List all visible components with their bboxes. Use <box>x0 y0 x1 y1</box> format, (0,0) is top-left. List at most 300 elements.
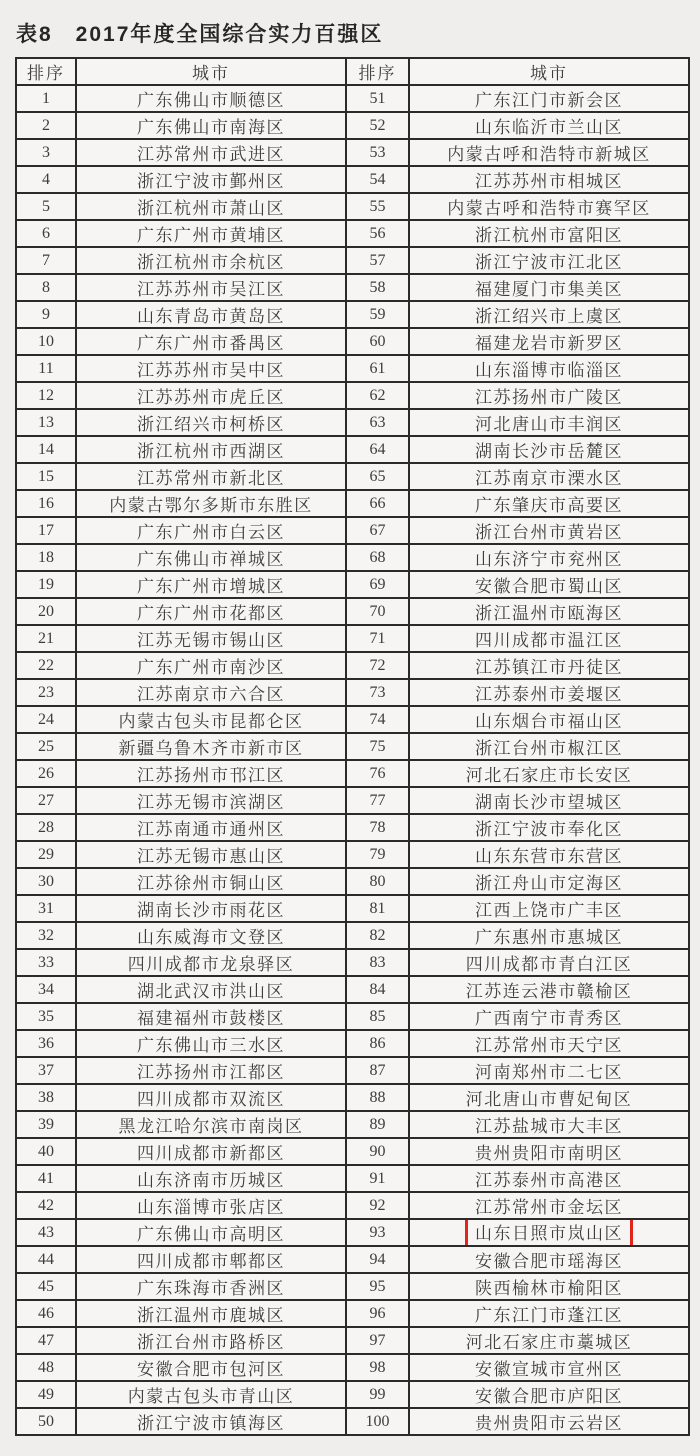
rank-cell: 49 <box>16 1381 76 1408</box>
city-label: 广东广州市南沙区 <box>137 658 285 677</box>
rank-cell: 89 <box>346 1111 409 1138</box>
city-cell <box>409 274 689 301</box>
city-label: 四川成都市郫都区 <box>137 1252 285 1271</box>
city-cell <box>76 1165 346 1192</box>
city-label: 四川成都市龙泉驿区 <box>127 955 295 974</box>
city-cell <box>409 436 689 463</box>
rank-cell: 30 <box>16 868 76 895</box>
rank-cell: 48 <box>16 1354 76 1381</box>
city-cell <box>409 355 689 382</box>
city-label: 浙江台州市黄岩区 <box>475 523 623 542</box>
city-label: 江苏连云港市赣榆区 <box>465 982 633 1001</box>
city-label: 湖北武汉市洪山区 <box>137 982 285 1001</box>
city-cell <box>409 1354 689 1381</box>
table-row <box>16 220 689 247</box>
city-cell <box>76 841 346 868</box>
table-row <box>16 544 689 571</box>
city-cell <box>76 976 346 1003</box>
rank-cell: 97 <box>346 1327 409 1354</box>
table-row <box>16 706 689 733</box>
table-row <box>16 625 689 652</box>
rank-cell: 20 <box>16 598 76 625</box>
rank-cell: 85 <box>346 1003 409 1030</box>
table-row <box>16 598 689 625</box>
rank-cell: 69 <box>346 571 409 598</box>
city-label: 安徽合肥市蜀山区 <box>475 577 623 596</box>
city-label: 浙江杭州市西湖区 <box>137 442 285 461</box>
rank-cell: 18 <box>16 544 76 571</box>
rank-cell: 13 <box>16 409 76 436</box>
city-cell <box>76 274 346 301</box>
city-cell <box>409 463 689 490</box>
city-cell <box>409 382 689 409</box>
city-cell <box>409 1192 689 1219</box>
city-label: 内蒙古包头市青山区 <box>127 1387 295 1406</box>
table-row <box>16 463 689 490</box>
rank-cell: 72 <box>346 652 409 679</box>
city-cell <box>409 139 689 166</box>
city-cell <box>76 760 346 787</box>
city-label: 浙江宁波市奉化区 <box>475 820 623 839</box>
rank-cell: 17 <box>16 517 76 544</box>
header-rank-left: 排序 <box>16 58 76 85</box>
city-label: 福建龙岩市新罗区 <box>475 334 623 353</box>
rank-cell: 63 <box>346 409 409 436</box>
city-cell <box>76 733 346 760</box>
city-label: 福建福州市鼓楼区 <box>137 1009 285 1028</box>
city-label: 广东广州市花都区 <box>137 604 285 623</box>
rank-cell: 42 <box>16 1192 76 1219</box>
city-cell <box>76 382 346 409</box>
city-cell <box>76 1408 346 1435</box>
rank-cell: 56 <box>346 220 409 247</box>
city-cell <box>76 85 346 112</box>
city-cell <box>76 1111 346 1138</box>
city-cell <box>409 976 689 1003</box>
city-cell <box>76 1003 346 1030</box>
city-cell <box>409 706 689 733</box>
city-cell <box>76 220 346 247</box>
city-cell <box>409 1408 689 1435</box>
rank-cell: 46 <box>16 1300 76 1327</box>
city-label: 内蒙古鄂尔多斯市东胜区 <box>109 496 313 515</box>
city-label: 江苏南通市通州区 <box>137 820 285 839</box>
city-label: 浙江绍兴市上虞区 <box>475 307 623 326</box>
city-cell <box>76 355 346 382</box>
rank-cell: 7 <box>16 247 76 274</box>
rank-cell: 31 <box>16 895 76 922</box>
city-cell <box>76 1327 346 1354</box>
table-row <box>16 1408 689 1435</box>
city-label: 安徽宣城市宣州区 <box>475 1360 623 1379</box>
city-cell <box>76 436 346 463</box>
city-cell <box>409 1138 689 1165</box>
table-row <box>16 1273 689 1300</box>
rank-cell: 80 <box>346 868 409 895</box>
rank-cell: 1 <box>16 85 76 112</box>
city-cell <box>409 544 689 571</box>
rank-cell: 73 <box>346 679 409 706</box>
city-cell <box>409 85 689 112</box>
table-row <box>16 976 689 1003</box>
rank-cell: 3 <box>16 139 76 166</box>
city-label: 湖南长沙市雨花区 <box>137 901 285 920</box>
city-cell <box>409 1003 689 1030</box>
city-label: 贵州贵阳市南明区 <box>475 1144 623 1163</box>
city-label: 福建厦门市集美区 <box>475 280 623 299</box>
city-cell <box>76 1273 346 1300</box>
rank-cell: 21 <box>16 625 76 652</box>
city-label: 广东佛山市禅城区 <box>137 550 285 569</box>
city-label: 江苏盐城市大丰区 <box>475 1117 623 1136</box>
table-row <box>16 868 689 895</box>
table-row <box>16 409 689 436</box>
table-row <box>16 1030 689 1057</box>
city-cell <box>76 598 346 625</box>
rank-cell: 11 <box>16 355 76 382</box>
rank-cell: 65 <box>346 463 409 490</box>
city-label: 广东广州市增城区 <box>137 577 285 596</box>
city-label: 广东佛山市三水区 <box>137 1036 285 1055</box>
rank-cell: 29 <box>16 841 76 868</box>
table-row <box>16 1354 689 1381</box>
city-label: 山东青岛市黄岛区 <box>137 307 285 326</box>
table-row <box>16 1300 689 1327</box>
table-row <box>16 652 689 679</box>
city-label: 山东威海市文登区 <box>137 928 285 947</box>
city-cell <box>409 247 689 274</box>
city-label: 四川成都市温江区 <box>475 631 623 650</box>
rank-cell: 53 <box>346 139 409 166</box>
table-row <box>16 1138 689 1165</box>
city-label: 河北石家庄市藁城区 <box>465 1333 633 1352</box>
city-cell <box>409 220 689 247</box>
rank-cell: 50 <box>16 1408 76 1435</box>
rank-cell: 36 <box>16 1030 76 1057</box>
rank-cell: 19 <box>16 571 76 598</box>
city-cell <box>76 247 346 274</box>
city-cell <box>409 760 689 787</box>
table-row <box>16 1381 689 1408</box>
city-label: 江苏无锡市惠山区 <box>137 847 285 866</box>
city-label: 广东佛山市南海区 <box>137 118 285 137</box>
city-label: 江苏苏州市相城区 <box>475 172 623 191</box>
rank-cell: 94 <box>346 1246 409 1273</box>
city-label: 江苏扬州市邗江区 <box>137 766 285 785</box>
city-cell <box>409 1111 689 1138</box>
city-label: 黑龙江哈尔滨市南岗区 <box>118 1117 304 1136</box>
rank-cell: 54 <box>346 166 409 193</box>
rank-cell: 10 <box>16 328 76 355</box>
city-label: 广东广州市黄埔区 <box>137 226 285 245</box>
rank-cell: 37 <box>16 1057 76 1084</box>
city-cell <box>409 1246 689 1273</box>
city-cell <box>76 193 346 220</box>
city-label: 江苏南京市溧水区 <box>475 469 623 488</box>
city-cell <box>409 1165 689 1192</box>
rank-cell: 92 <box>346 1192 409 1219</box>
city-cell <box>409 949 689 976</box>
rank-cell: 59 <box>346 301 409 328</box>
rank-cell: 58 <box>346 274 409 301</box>
header-city-right: 城市 <box>409 58 689 85</box>
city-cell <box>76 112 346 139</box>
city-cell <box>76 166 346 193</box>
rank-cell: 95 <box>346 1273 409 1300</box>
rank-cell: 23 <box>16 679 76 706</box>
city-label: 安徽合肥市包河区 <box>137 1360 285 1379</box>
top100-districts-table <box>15 57 690 1436</box>
table-row <box>16 1057 689 1084</box>
city-cell <box>76 1138 346 1165</box>
city-label: 浙江宁波市鄞州区 <box>137 172 285 191</box>
city-cell <box>76 544 346 571</box>
table-row <box>16 382 689 409</box>
rank-cell: 64 <box>346 436 409 463</box>
table-row <box>16 247 689 274</box>
city-cell <box>409 841 689 868</box>
city-cell <box>76 490 346 517</box>
rank-cell: 14 <box>16 436 76 463</box>
header-rank-right: 排序 <box>346 58 409 85</box>
city-label: 江西上饶市广丰区 <box>475 901 623 920</box>
city-label: 山东东营市东营区 <box>475 847 623 866</box>
table-row <box>16 1111 689 1138</box>
city-label: 浙江宁波市江北区 <box>475 253 623 272</box>
city-cell <box>409 625 689 652</box>
city-cell <box>76 409 346 436</box>
city-cell <box>409 490 689 517</box>
table-body <box>16 85 689 1435</box>
city-label: 江苏泰州市姜堰区 <box>475 685 623 704</box>
city-label: 河北石家庄市长安区 <box>465 766 633 785</box>
table-row <box>16 112 689 139</box>
city-label: 河北唐山市曹妃甸区 <box>465 1090 633 1109</box>
city-label: 河北唐山市丰润区 <box>475 415 623 434</box>
table-row <box>16 814 689 841</box>
table-row <box>16 139 689 166</box>
city-label: 广东江门市蓬江区 <box>475 1306 623 1325</box>
table-row <box>16 922 689 949</box>
city-cell <box>409 409 689 436</box>
rank-cell: 47 <box>16 1327 76 1354</box>
city-cell <box>76 895 346 922</box>
rank-cell: 43 <box>16 1219 76 1246</box>
city-cell <box>409 1057 689 1084</box>
table-row <box>16 301 689 328</box>
city-label: 浙江台州市椒江区 <box>475 739 623 758</box>
city-label: 山东烟台市福山区 <box>475 712 623 731</box>
city-cell <box>409 868 689 895</box>
city-cell <box>409 1327 689 1354</box>
city-cell <box>409 193 689 220</box>
city-label: 浙江温州市鹿城区 <box>137 1306 285 1325</box>
rank-cell: 38 <box>16 1084 76 1111</box>
rank-cell: 86 <box>346 1030 409 1057</box>
city-cell <box>76 139 346 166</box>
rank-cell: 90 <box>346 1138 409 1165</box>
rank-cell: 35 <box>16 1003 76 1030</box>
rank-cell: 98 <box>346 1354 409 1381</box>
table-row <box>16 895 689 922</box>
city-label: 内蒙古呼和浩特市新城区 <box>447 145 651 164</box>
city-cell <box>76 1030 346 1057</box>
city-label: 广东珠海市香洲区 <box>137 1279 285 1298</box>
rank-cell: 5 <box>16 193 76 220</box>
city-label: 山东济南市历城区 <box>137 1171 285 1190</box>
page-title: 表8 2017年度全国综合实力百强区 <box>16 23 384 46</box>
rank-cell: 55 <box>346 193 409 220</box>
rank-cell: 70 <box>346 598 409 625</box>
rank-cell: 39 <box>16 1111 76 1138</box>
rank-cell: 2 <box>16 112 76 139</box>
rank-cell: 62 <box>346 382 409 409</box>
city-cell <box>409 112 689 139</box>
city-label: 四川成都市新都区 <box>137 1144 285 1163</box>
rank-cell: 34 <box>16 976 76 1003</box>
city-label: 浙江绍兴市柯桥区 <box>137 415 285 434</box>
city-cell <box>409 301 689 328</box>
rank-cell: 45 <box>16 1273 76 1300</box>
rank-cell: 99 <box>346 1381 409 1408</box>
city-label: 四川成都市双流区 <box>137 1090 285 1109</box>
city-label: 贵州贵阳市云岩区 <box>475 1414 623 1433</box>
city-cell <box>76 814 346 841</box>
city-cell <box>409 1273 689 1300</box>
city-cell <box>76 328 346 355</box>
city-cell <box>76 301 346 328</box>
city-cell <box>409 1300 689 1327</box>
rank-cell: 77 <box>346 787 409 814</box>
rank-cell: 6 <box>16 220 76 247</box>
rank-cell: 52 <box>346 112 409 139</box>
city-label: 广东佛山市顺德区 <box>137 91 285 110</box>
header-city-left: 城市 <box>76 58 346 85</box>
city-cell <box>409 895 689 922</box>
rank-cell: 15 <box>16 463 76 490</box>
city-label: 山东淄博市临淄区 <box>475 361 623 380</box>
table-row <box>16 787 689 814</box>
rank-cell: 78 <box>346 814 409 841</box>
city-label: 陕西榆林市榆阳区 <box>475 1279 623 1298</box>
city-label: 江苏常州市新北区 <box>137 469 285 488</box>
city-label: 江苏镇江市丹徒区 <box>475 658 623 677</box>
table-row <box>16 328 689 355</box>
table-row <box>16 1084 689 1111</box>
rank-cell: 16 <box>16 490 76 517</box>
table-row <box>16 85 689 112</box>
table-header-row <box>16 58 689 85</box>
city-cell <box>76 1084 346 1111</box>
city-label: 江苏无锡市滨湖区 <box>137 793 285 812</box>
city-label: 广东江门市新会区 <box>475 91 623 110</box>
rank-cell: 66 <box>346 490 409 517</box>
rank-cell: 74 <box>346 706 409 733</box>
city-cell <box>76 1192 346 1219</box>
city-cell <box>76 1219 346 1246</box>
rank-cell: 9 <box>16 301 76 328</box>
rank-cell: 79 <box>346 841 409 868</box>
city-label: 新疆乌鲁木齐市新市区 <box>118 739 304 758</box>
city-label: 浙江台州市路桥区 <box>137 1333 285 1352</box>
city-cell <box>409 733 689 760</box>
rank-cell: 28 <box>16 814 76 841</box>
city-label: 湖南长沙市望城区 <box>475 793 623 812</box>
table-row <box>16 1219 689 1246</box>
city-label: 山东临沂市兰山区 <box>475 118 623 137</box>
table-row <box>16 1192 689 1219</box>
rank-cell: 67 <box>346 517 409 544</box>
city-cell <box>76 1300 346 1327</box>
table-row <box>16 949 689 976</box>
rank-cell: 82 <box>346 922 409 949</box>
city-label: 江苏扬州市江都区 <box>137 1063 285 1082</box>
city-label: 山东济宁市兖州区 <box>475 550 623 569</box>
city-label: 山东淄博市张店区 <box>137 1198 285 1217</box>
city-cell <box>409 1219 689 1246</box>
rank-cell: 4 <box>16 166 76 193</box>
rank-cell: 75 <box>346 733 409 760</box>
city-label: 江苏徐州市铜山区 <box>137 874 285 893</box>
table-row <box>16 679 689 706</box>
rank-cell: 93 <box>346 1219 409 1246</box>
rank-cell: 57 <box>346 247 409 274</box>
city-cell <box>76 463 346 490</box>
table-row <box>16 841 689 868</box>
rank-cell: 84 <box>346 976 409 1003</box>
city-label: 内蒙古包头市昆都仑区 <box>118 712 304 731</box>
city-label: 广西南宁市青秀区 <box>475 1009 623 1028</box>
table-row <box>16 1003 689 1030</box>
city-label: 江苏扬州市广陵区 <box>475 388 623 407</box>
city-label: 江苏常州市金坛区 <box>475 1198 623 1217</box>
table-row <box>16 1246 689 1273</box>
rank-cell: 8 <box>16 274 76 301</box>
table-row <box>16 193 689 220</box>
table-row <box>16 1165 689 1192</box>
city-label: 广东惠州市惠城区 <box>475 928 623 947</box>
rank-cell: 32 <box>16 922 76 949</box>
city-label: 江苏苏州市吴中区 <box>137 361 285 380</box>
city-label: 内蒙古呼和浩特市赛罕区 <box>447 199 651 218</box>
city-label: 江苏无锡市锡山区 <box>137 631 285 650</box>
city-cell <box>409 922 689 949</box>
city-cell <box>76 1381 346 1408</box>
city-cell <box>76 706 346 733</box>
city-cell <box>76 1246 346 1273</box>
rank-cell: 71 <box>346 625 409 652</box>
rank-cell: 26 <box>16 760 76 787</box>
city-label: 安徽合肥市瑶海区 <box>475 1252 623 1271</box>
table-row <box>16 274 689 301</box>
city-label: 江苏南京市六合区 <box>137 685 285 704</box>
rank-cell: 100 <box>346 1408 409 1435</box>
city-label: 江苏常州市天宁区 <box>475 1036 623 1055</box>
rank-cell: 51 <box>346 85 409 112</box>
city-cell <box>76 787 346 814</box>
city-label: 浙江宁波市镇海区 <box>137 1414 285 1433</box>
rank-cell: 12 <box>16 382 76 409</box>
table-row <box>16 1327 689 1354</box>
city-cell <box>409 814 689 841</box>
rank-cell: 91 <box>346 1165 409 1192</box>
city-cell <box>409 328 689 355</box>
table-row <box>16 490 689 517</box>
city-cell <box>409 598 689 625</box>
city-label: 江苏苏州市吴江区 <box>137 280 285 299</box>
city-label: 广东广州市白云区 <box>137 523 285 542</box>
city-label: 湖南长沙市岳麓区 <box>475 442 623 461</box>
